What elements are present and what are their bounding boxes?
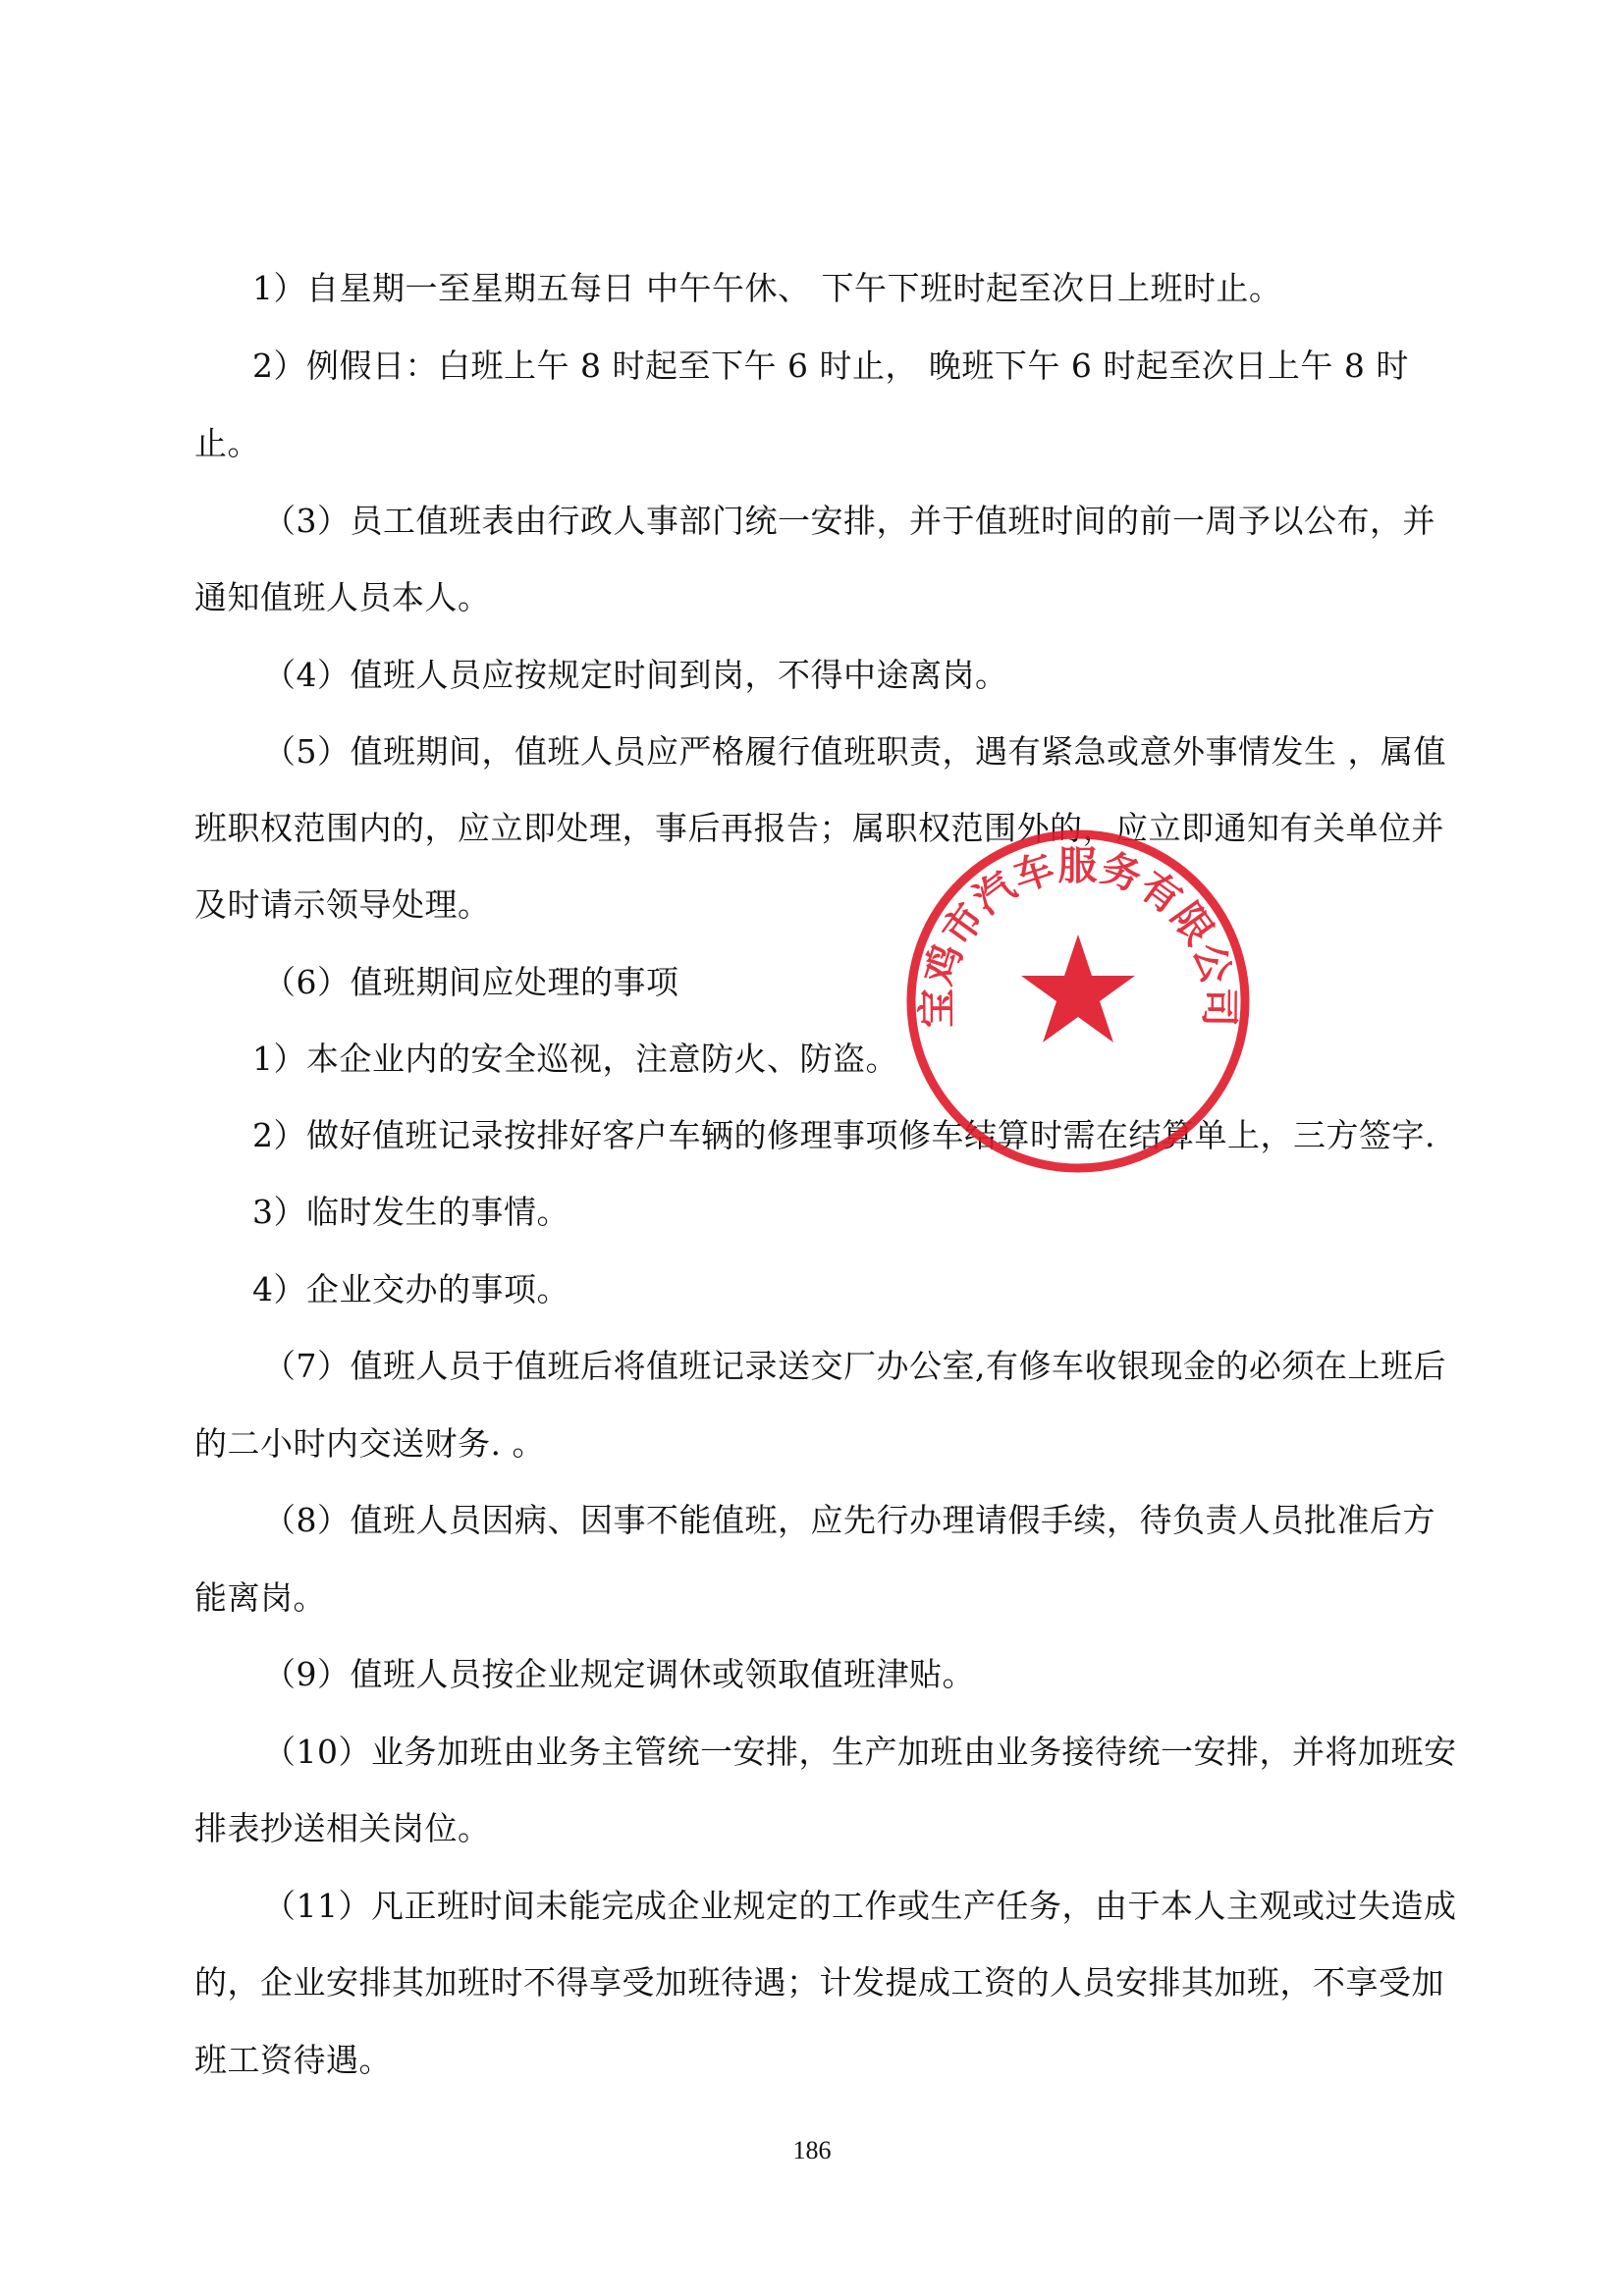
text-line: （5）值班期间，值班人员应严格履行值班职责，遇有紧急或意外事情发生 ，属值 xyxy=(263,732,1446,771)
text-line: 通知值班人员本人。 xyxy=(194,578,491,616)
text-line: 的二小时内交送财务. 。 xyxy=(194,1424,545,1463)
text-line: 能离岗。 xyxy=(194,1578,326,1617)
seal-text: 宝鸡市汽车服务有限公司 xyxy=(914,843,1242,1029)
text-line: 班职权范围内的，应立即处理，事后再报告；属职权范围外的，应立即通知有关单位并 xyxy=(194,809,1444,847)
text-line: 4）企业交办的事项。 xyxy=(252,1270,569,1308)
text-line: （10）业务加班由业务主管统一安排，生产加班由业务接待统一安排，并将加班安 xyxy=(263,1733,1457,1771)
page-number: 186 xyxy=(792,2136,832,2164)
text-line: 2）做好值班记录按排好客户车辆的修理事项修车结算时需在结算单上，三方签字. xyxy=(252,1116,1435,1154)
text-line: 1）本企业内的安全巡视，注意防火、防盗。 xyxy=(252,1040,898,1078)
text-line: （7）值班人员于值班后将值班记录送交厂办公室,有修车收银现金的必须在上班后 xyxy=(263,1347,1446,1385)
text-line: 排表抄送相关岗位。 xyxy=(194,1809,491,1847)
text-line: （8）值班人员因病、因事不能值班，应先行办理请假手续，待负责人员批准后方 xyxy=(263,1501,1435,1539)
company-seal-stamp xyxy=(901,825,1255,1178)
text-line: 1）自星期一至星期五每日 中午午休、 下午下班时起至次日上班时止。 xyxy=(252,269,1282,307)
text-line: 止。 xyxy=(194,424,260,462)
text-line: （9）值班人员按企业规定调休或领取值班津贴。 xyxy=(263,1655,975,1693)
text-line: 班工资待遇。 xyxy=(194,2041,392,2079)
text-line: （3）员工值班表由行政人事部门统一安排，并于值班时间的前一周予以公布，并 xyxy=(263,502,1435,540)
text-line: 及时请示领导处理。 xyxy=(194,885,491,924)
text-line: （4）值班人员应按规定时间到岗，不得中途离岗。 xyxy=(263,656,1008,694)
text-line: （11）凡正班时间未能完成企业规定的工作或生产任务，由于本人主观或过失造成 xyxy=(263,1887,1457,1925)
text-line: （6）值班期间应处理的事项 xyxy=(263,963,679,1001)
text-line: 3）临时发生的事情。 xyxy=(252,1193,569,1231)
text-line: 的，企业安排其加班时不得享受加班待遇；计发提成工资的人员安排其加班，不享受加 xyxy=(194,1963,1444,2002)
star-icon xyxy=(1021,934,1135,1042)
text-line: 2）例假日：白班上午 8 时起至下午 6 时止， 晚班下午 6 时起至次日上午 8 时 xyxy=(252,347,1409,385)
